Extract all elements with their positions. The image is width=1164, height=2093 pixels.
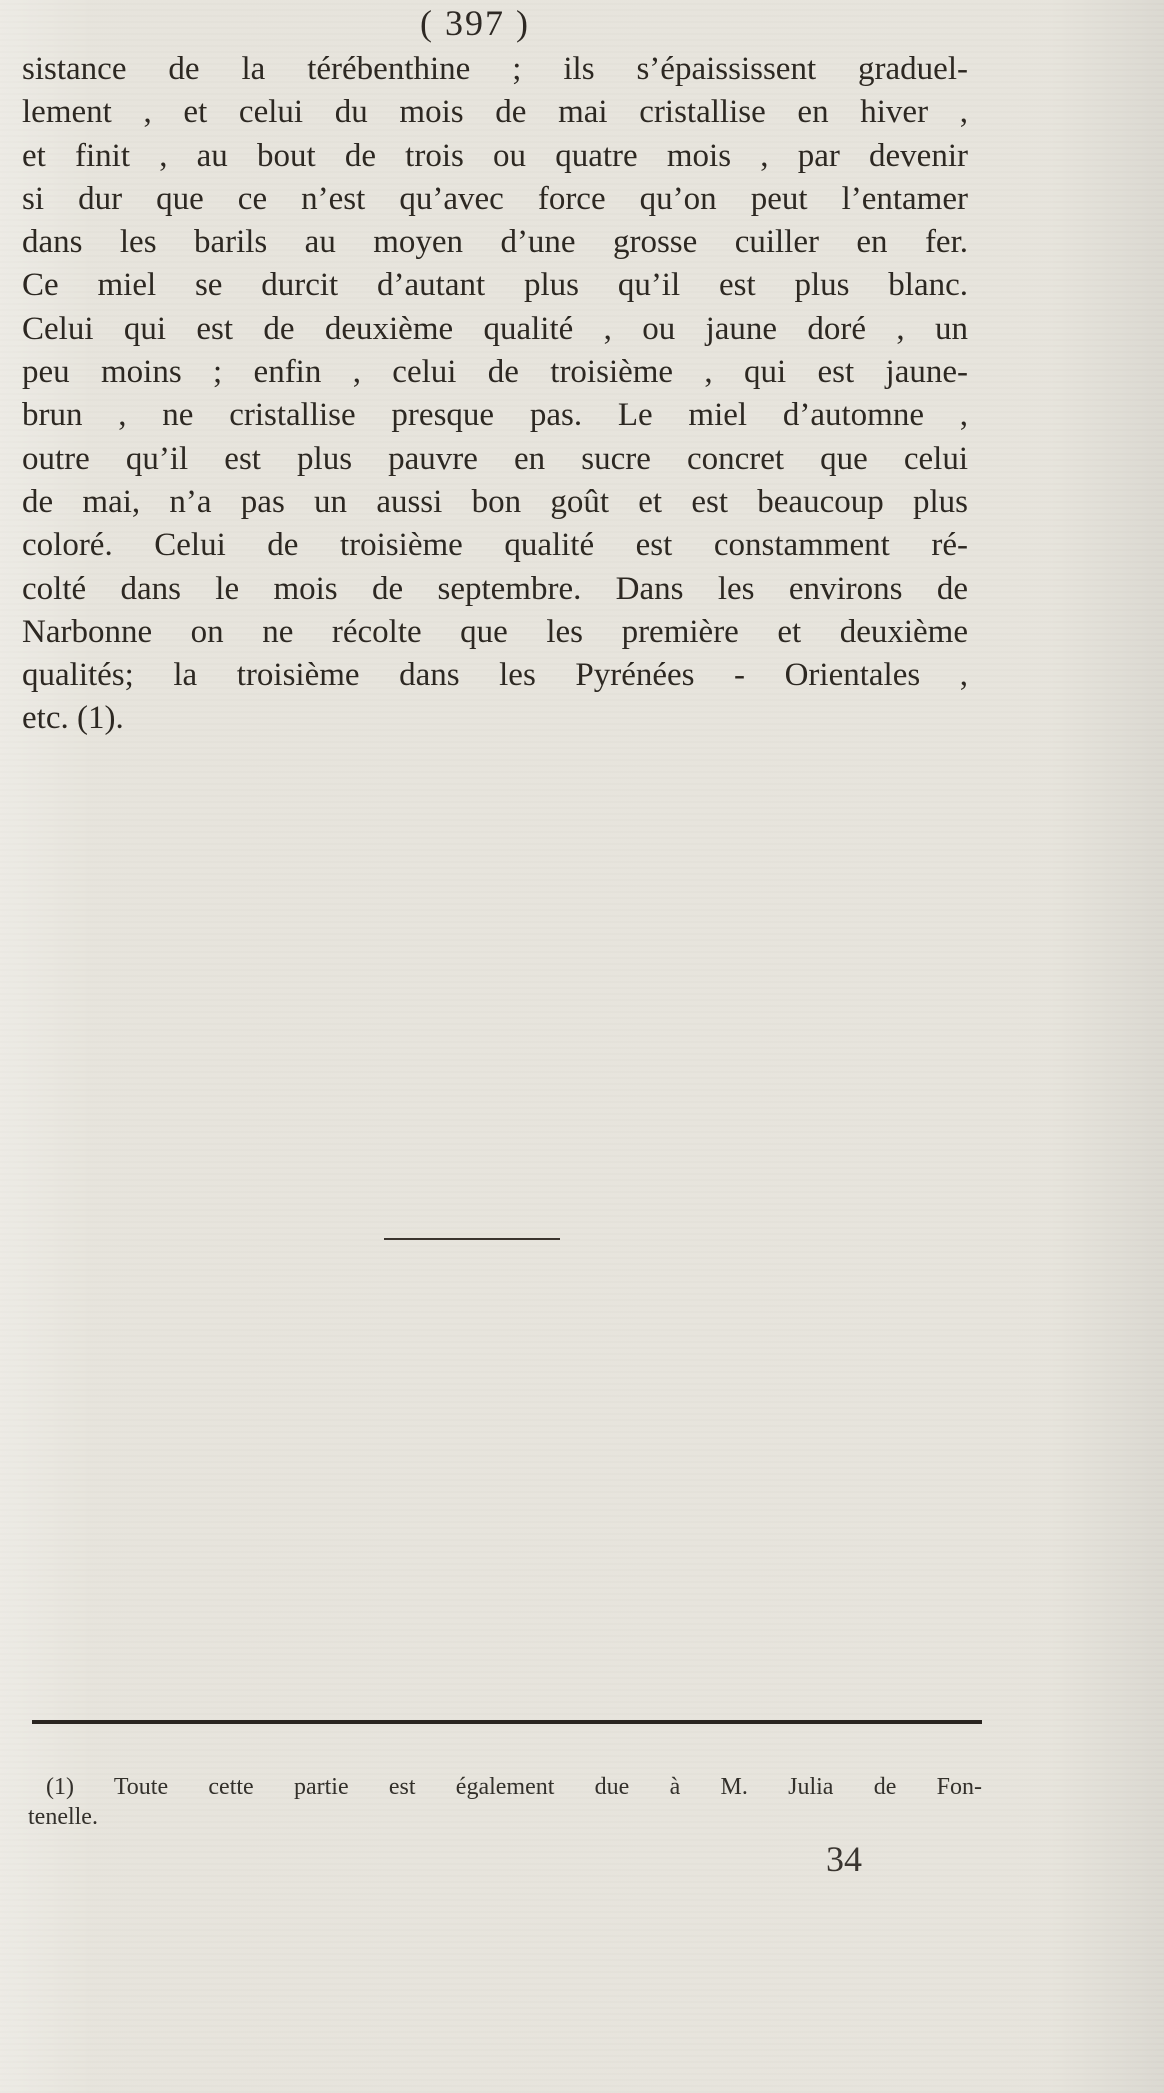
body-line: brun , ne cristallise presque pas. Le miel d’automne , — [22, 397, 968, 434]
body-line: dans les barils au moyen d’une grosse cuiller en fer. — [22, 224, 968, 261]
body-line: Celui qui est de deuxième qualité , ou jaune doré , un — [22, 310, 968, 347]
body-line: et finit , au bout de trois ou quatre mois , par devenir — [22, 137, 968, 174]
page-number: ( 397 ) — [420, 3, 530, 43]
body-line: etc. (1). — [22, 700, 124, 737]
footnote-line: tenelle. — [28, 1804, 98, 1830]
body-text — [22, 48, 968, 741]
signature-mark: 34 — [826, 1839, 862, 1879]
body-line: si dur que ce n’est qu’avec force qu’on peut l’entamer — [22, 180, 968, 217]
body-line: outre qu’il est plus pauvre en sucre concret que celui — [22, 440, 968, 477]
footnote-separator — [32, 1720, 982, 1724]
body-line: de mai, n’a pas un aussi bon goût et est beaucoup plus — [22, 483, 968, 520]
footnote-line: (1) Toute cette partie est également due à M. Julia de Fon- — [46, 1774, 982, 1800]
body-line: qualités; la troisième dans les Pyrénées - Orientales , — [22, 657, 968, 694]
body-line: colté dans le mois de septembre. Dans les environs de — [22, 570, 968, 607]
body-line: coloré. Celui de troisième qualité est constamment ré- — [22, 527, 968, 564]
body-line: Ce miel se durcit d’autant plus qu’il est plus blanc. — [22, 267, 968, 304]
body-line: sistance de la térébenthine ; ils s’épaississent graduel- — [22, 51, 968, 87]
section-end-rule — [384, 1238, 560, 1240]
body-line: lement , et celui du mois de mai cristallise en hiver , — [22, 94, 968, 131]
body-line: Narbonne on ne récolte que les première et deuxième — [22, 613, 968, 650]
footnote — [28, 1772, 982, 1832]
body-line: peu moins ; enfin , celui de troisième , qui est jaune- — [22, 354, 968, 391]
